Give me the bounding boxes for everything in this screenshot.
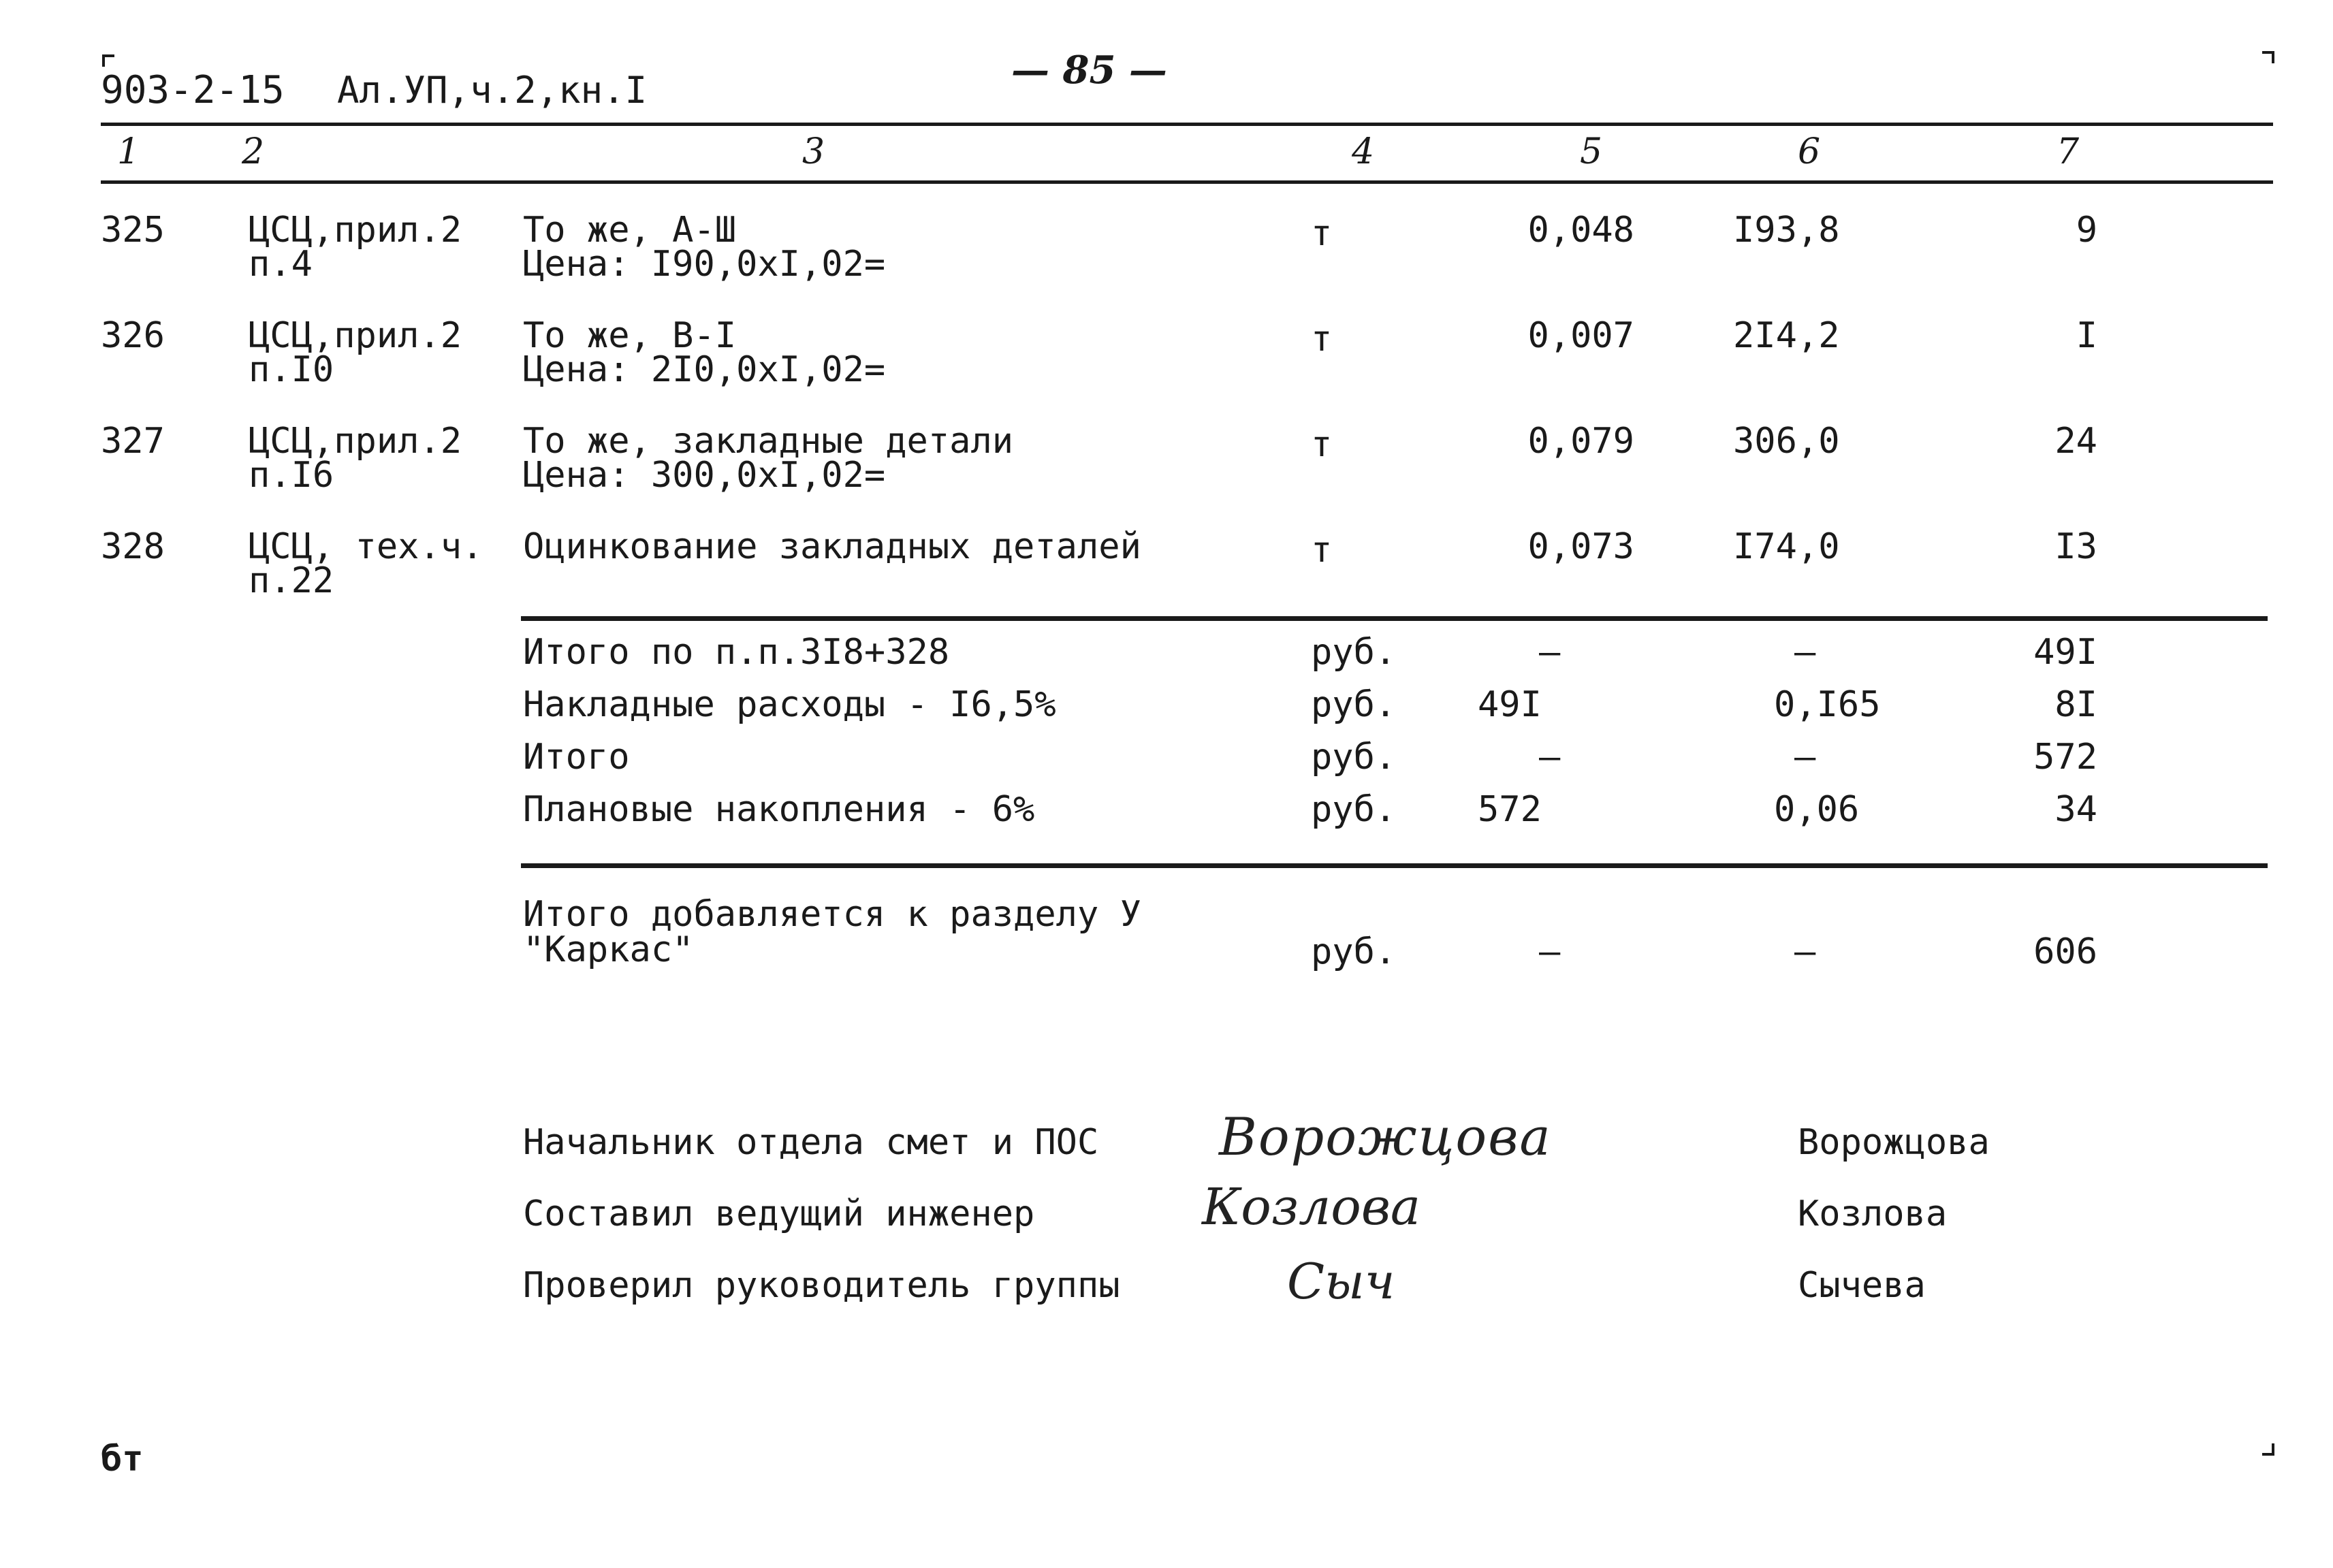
row-unit: т xyxy=(1311,424,1333,465)
header-rule-top xyxy=(101,123,2273,126)
row-price-formula: Цена: 300,0xI,02= xyxy=(523,455,886,496)
header-rule-bottom xyxy=(101,180,2273,184)
doc-code: 903-2-15 xyxy=(101,68,285,112)
row-description: То же, А-Ш xyxy=(523,210,737,251)
signature-role: Проверил руководитель группы xyxy=(523,1265,1120,1306)
column-header-4: 4 xyxy=(1352,131,1375,172)
signature-name: Козлова xyxy=(1798,1194,1948,1234)
row-unit-price: I74,0 xyxy=(1733,526,1840,567)
summary-col7: 49I xyxy=(2033,632,2097,673)
row-quantity: 0,007 xyxy=(1527,315,1634,356)
corner-mark-top-left xyxy=(102,54,114,67)
summary-col7: 572 xyxy=(2033,737,2097,778)
handwritten-signature: Козлова xyxy=(1202,1178,1421,1236)
summary-col7: 34 xyxy=(2054,789,2097,830)
row-number: 325 xyxy=(101,210,165,251)
row-unit: т xyxy=(1311,319,1333,359)
album-reference: Ал.УП,ч.2,кн.I xyxy=(337,69,648,112)
row-price-formula: Цена: I90,0xI,02= xyxy=(523,244,886,285)
final-label-line1: Итого добавляется к разделу У xyxy=(523,894,1141,935)
summary-label: Накладные расходы - I6,5% xyxy=(523,684,1056,725)
page-number: — 85 — xyxy=(1011,48,1167,93)
summary-col5: – xyxy=(1539,737,1561,778)
summary-rule-bottom xyxy=(521,863,2268,868)
row-number: 327 xyxy=(101,421,165,462)
corner-mark-top-right xyxy=(2262,51,2274,63)
summary-label: Итого xyxy=(523,737,630,778)
row-quantity: 0,048 xyxy=(1527,210,1634,251)
final-unit: руб. xyxy=(1311,931,1397,972)
row-reference: ЦСЦ,прил.2 xyxy=(249,421,462,462)
summary-col5: – xyxy=(1539,632,1561,673)
summary-col7: 8I xyxy=(2054,684,2097,725)
column-header-7: 7 xyxy=(2057,131,2080,172)
column-header-6: 6 xyxy=(1798,131,1821,172)
row-unit-price: I93,8 xyxy=(1733,210,1840,251)
row-unit: т xyxy=(1311,530,1333,571)
summary-col5: 49I xyxy=(1478,684,1542,725)
row-unit-price: 2I4,2 xyxy=(1733,315,1840,356)
summary-label: Плановые накопления - 6% xyxy=(523,789,1035,830)
summary-col6: – xyxy=(1794,632,1816,673)
summary-unit: руб. xyxy=(1311,684,1397,725)
column-header-1: 1 xyxy=(117,131,140,172)
summary-label: Итого по п.п.3I8+328 xyxy=(523,632,950,673)
signature-role: Составил ведущий инженер xyxy=(523,1194,1035,1234)
row-unit: т xyxy=(1311,213,1333,254)
final-label-line2: "Каркас" xyxy=(523,929,694,970)
handwritten-signature: Ворожцова xyxy=(1219,1106,1552,1167)
row-total: 9 xyxy=(2076,210,2097,251)
row-total: 24 xyxy=(2054,421,2097,462)
row-reference-item: п.22 xyxy=(249,560,334,601)
row-description: То же, закладные детали xyxy=(523,421,1014,462)
summary-unit: руб. xyxy=(1311,737,1397,778)
summary-rule-top xyxy=(521,616,2268,621)
summary-col6: 0,I65 xyxy=(1774,684,1881,725)
row-total: I3 xyxy=(2054,526,2097,567)
row-reference-item: п.I6 xyxy=(249,455,334,496)
summary-col5: 572 xyxy=(1478,789,1542,830)
summary-col6: – xyxy=(1794,737,1816,778)
corner-mark-bottom-right xyxy=(2262,1443,2274,1456)
row-quantity: 0,079 xyxy=(1527,421,1634,462)
summary-unit: руб. xyxy=(1311,789,1397,830)
row-quantity: 0,073 xyxy=(1527,526,1634,567)
row-number: 328 xyxy=(101,526,165,567)
signature-name: Ворожцова xyxy=(1798,1122,1990,1163)
row-reference: ЦСЦ,прил.2 xyxy=(249,210,462,251)
signature-role: Начальник отдела смет и ПОС xyxy=(523,1122,1099,1163)
column-header-3: 3 xyxy=(802,131,825,172)
column-header-5: 5 xyxy=(1580,131,1603,172)
final-total: 606 xyxy=(2033,931,2097,972)
row-reference-item: п.I0 xyxy=(249,349,334,390)
handwritten-signature: Сыч xyxy=(1287,1253,1395,1310)
row-reference: ЦСЦ, тех.ч. xyxy=(249,526,483,567)
row-total: I xyxy=(2076,315,2097,356)
row-unit-price: 306,0 xyxy=(1733,421,1840,462)
summary-unit: руб. xyxy=(1311,632,1397,673)
row-price-formula: Цена: 2I0,0xI,02= xyxy=(523,349,886,390)
footer-mark: бт xyxy=(101,1439,144,1479)
signature-name: Сычева xyxy=(1798,1265,1926,1306)
row-reference-item: п.4 xyxy=(249,244,313,285)
row-number: 326 xyxy=(101,315,165,356)
summary-col6: 0,06 xyxy=(1774,789,1860,830)
row-description: Оцинкование закладных деталей xyxy=(523,526,1141,567)
final-col6: – xyxy=(1794,931,1816,972)
final-col5: – xyxy=(1539,931,1561,972)
column-header-2: 2 xyxy=(242,131,265,172)
row-reference: ЦСЦ,прил.2 xyxy=(249,315,462,356)
row-description: То же, В-I xyxy=(523,315,737,356)
